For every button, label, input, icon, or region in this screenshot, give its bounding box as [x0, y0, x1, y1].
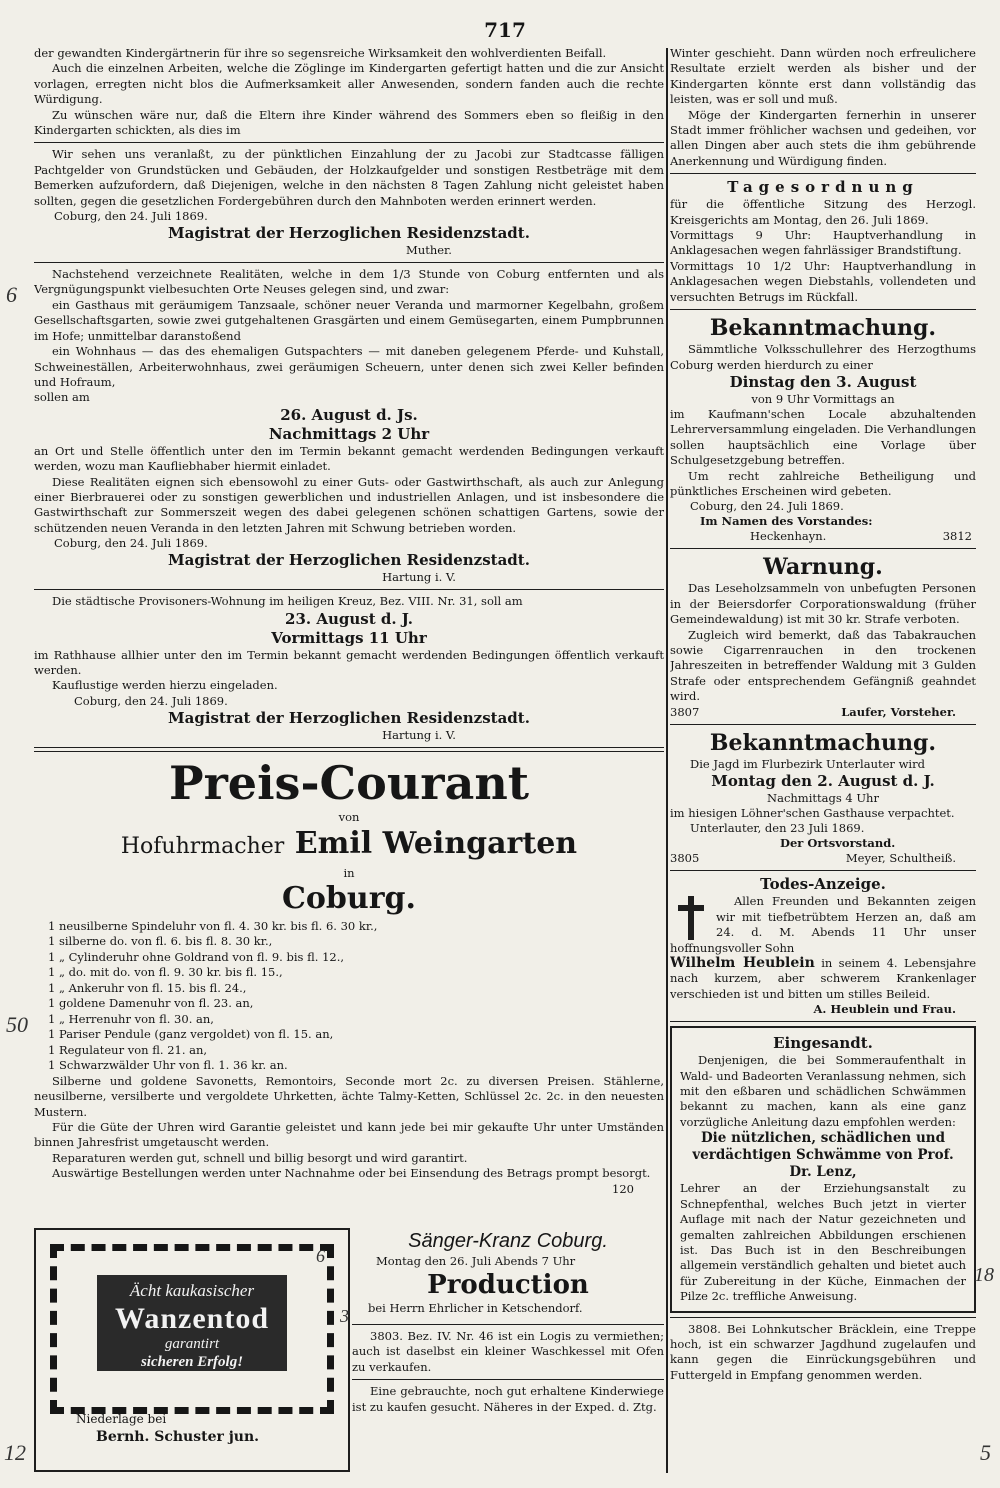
bek1-date: Dinstag den 3. August — [729, 372, 917, 391]
provisoner-signer: Hartung i. V. — [382, 727, 456, 742]
realitaeten-date-2: Nachmittags 2 Uhr — [268, 424, 430, 443]
price-item: 1 Schwarzwälder Uhr von fl. 1. 36 kr. an. — [48, 1058, 288, 1073]
warnung-text-2: Zugleich wird bemerkt, daß das Tabakrauchen sowie Cigarrenrauchen in den trockenen Jahreszeiten in betreffender Waldung mit 3 Gulden Strafe oder entsprechendem Gefängniß geahndet wird. — [670, 627, 976, 704]
tages-v2: Vormittags 10 1/2 Uhr: Hauptverhandlung in Anklagesachen wegen Diebstahls, vollendeten und versuchten Betrugs im Rückfall. — [670, 258, 976, 304]
bek2-number: 3805 — [670, 851, 700, 866]
realitaeten-text-3: Diese Realitäten eignen sich ebensowohl zu einer Guts- oder Gastwirthschaft, als auch zur Anlegung einer Bierbrauerei oder zu sonstigen gewerblichen und industriellen Anlagen, und ist insbesondere die Gastwirthschaft zur Sommerszeit wegen des dabei gelegenen schönen schattigen Gartens, sowie der schützenden neuen Veranda in den letzten Jahren mit Schwung betrieben worden. — [34, 474, 664, 535]
wanzentod-ad — [34, 1228, 350, 1472]
courant-maker-name: Emil Weingarten — [294, 825, 578, 861]
kindergarten-right-1: Winter geschieht. Dann würden noch erfreulichere Resultate erzielt werden als bisher und der Kindergarten könnte erst dann vollständig das leisten, was er soll und muß. — [670, 46, 976, 107]
bek1-date-2: Coburg, den 24. Juli 1869. — [690, 499, 844, 514]
warnung-number: 3807 — [670, 704, 700, 719]
bek1-time: von 9 Uhr Vormittags an — [751, 391, 895, 406]
wanzentod-frame — [50, 1244, 334, 1414]
margin-note: 6 — [6, 282, 17, 307]
divider — [34, 262, 664, 263]
bek1-text-2: im Kaufmann'schen Locale abzuhaltenden Lehrerversammlung eingeladen. Die Verhandlungen sollen hauptsächlich eine Vorlage über Schulgesetzgebung betreffen. — [670, 406, 976, 468]
bek2-signer-2: Meyer, Schultheiß. — [845, 851, 956, 866]
wanzentod-line-4: sicheren Erfolg! — [140, 1354, 244, 1370]
todes-text-2: in seinem 4. Lebensjahre nach kurzem, aber schwerem Krankenlager verschieden ist und bitten um stilles Beileid. — [670, 956, 976, 1001]
warnung-text-1: Das Leseholzsammeln von unbefugten Personen in der Beiersdorfer Corporationswaldung (früher Gemeindewaldung) ist mit 30 kr. Strafe verboten. — [670, 581, 976, 627]
wanzentod-line-1: Ächt kaukasischer — [129, 1281, 255, 1300]
pacht-authority: Magistrat der Herzoglichen Residenzstadt. — [168, 224, 530, 243]
kindergarten-text-2: Auch die einzelnen Arbeiten, welche die Zöglinge im Kindergarten gefertigt hatten und die zur Ansicht vorlagen, erregten nicht blos die Aufmerksamkeit aller Anwesenden, sondern fanden auch die rechte Würdigung. — [34, 61, 664, 107]
divider — [352, 1324, 664, 1325]
saenger-production: Production — [427, 1270, 589, 1300]
kinderwiege-ad: Eine gebrauchte, noch gut erhaltene Kinderwiege ist zu kaufen gesucht. Näheres in der Exped. d. Ztg. — [352, 1384, 664, 1414]
realitaeten-date: Coburg, den 24. Juli 1869. — [54, 536, 208, 551]
courant-title: Preis-Courant — [168, 755, 530, 810]
saenger-title: Sänger-Kranz Coburg. — [408, 1230, 608, 1252]
wanzentod-line-2: Wanzentod — [114, 1302, 270, 1335]
provisoner-date-2: Vormittags 11 Uhr — [271, 628, 427, 647]
courant-text-2: Für die Güte der Uhren wird Garantie geleistet und kann jede bei mir gekaufte Uhr unter Umständen binnen Jahresfrist umgetauscht werden. — [34, 1120, 664, 1150]
courant-number: 120 — [612, 1181, 634, 1196]
divider — [670, 1317, 976, 1318]
divider — [670, 1021, 976, 1022]
margin-note: 6 — [316, 1246, 325, 1266]
margin-note: 12 — [4, 1440, 26, 1465]
courant-maker-prefix: Hofuhrmacher — [120, 833, 285, 859]
pacht-date: Coburg, den 24. Juli 1869. — [54, 209, 208, 224]
provisoner-text: Die städtische Provisoners-Wohnung im heiligen Kreuz, Bez. VIII. Nr. 31, soll am — [52, 594, 523, 609]
provisoner-date-1: 23. August d. J. — [285, 609, 413, 628]
pacht-text: Wir sehen uns veranlaßt, zu der pünktlichen Einzahlung der zu Jacobi zur Stadtcasse fälligen Pachtgelder von Grundstücken und Gebäuden, der Holzkaufgelder und sonstigen Restbeträge mit dem Bemerken aufzufordern, daß Diejenigen, welche in den nächsten 8 Tagen Zahlung nicht geleistet haben sollten, gegen die gesetzlichen Fordergebühren durch den Mahnboten werden erinnert werden. — [34, 147, 664, 208]
bek1-title: Bekanntmachung. — [709, 315, 937, 342]
eingesandt-text-2: Lehrer an der Erziehungsanstalt zu Schnepfenthal, welches Buch jetzt in vierter Auflage mit nach der Natur gezeichneten und gemalten zahlreichen Abbildungen erschienen ist. Das Buch ist in den Beschreibungen allgemein verständlich gehalten und bietet auch für Zubereitung in der Küche, Einmachen der Pilze 2c. treffliche Anweisung. — [680, 1181, 966, 1304]
divider — [352, 1379, 664, 1380]
jagdhund-ad: 3808. Bei Lohnkutscher Bräcklein, eine Treppe hoch, ist ein schwarzer Jagdhund zugelaufen und kann gegen die Einrückungsgebühren und Futtergeld in Empfang genommen werden. — [670, 1321, 976, 1382]
realitaeten-text-2: an Ort und Stelle öffentlich unter den im Termin bekannt gemacht werdenden Bedingungen verkauft werden, wozu man Kaufliebhaber hiermit einladet. — [34, 443, 664, 474]
tages-v1: Vormittags 9 Uhr: Hauptverhandlung in Anklagesachen wegen fahrlässiger Brandstiftung. — [670, 228, 976, 258]
courant-text-4 — [34, 1166, 664, 1196]
realitaeten-intro: Nachstehend verzeichnete Realitäten, welche in dem 1/3 Stunde von Coburg entfernten und als Vergnügungspunkt vielbesuchten Orte Neuses gelegen sind, und zwar: — [34, 267, 664, 297]
realitaeten-signer: Hartung i. V. — [382, 570, 456, 585]
todes-name: Wilhelm Heublein — [670, 955, 815, 972]
price-item: 1 goldene Damenuhr von fl. 23. an, — [48, 996, 254, 1011]
wanzentod-plate — [97, 1275, 287, 1371]
bek1-namen: Im Namen des Vorstandes: — [700, 514, 873, 529]
warnung-footer — [670, 705, 976, 720]
margin-note: 50 — [6, 1012, 28, 1037]
margin-note: 18 — [974, 1264, 994, 1286]
wanzentod-foot-1: Niederlage bei — [76, 1412, 167, 1426]
bek2-footer — [670, 851, 976, 866]
kindergarten-text-3: Zu wünschen wäre nur, daß die Eltern ihre Kinder während des Sommers eben so fleißig in den Kindergarten schickten, als dies im — [34, 107, 664, 138]
divider — [670, 724, 976, 725]
column-divider — [666, 48, 668, 1473]
saenger-kranz-ad — [352, 1228, 664, 1415]
divider — [34, 589, 664, 590]
price-item: 1 Pariser Pendule (ganz vergoldet) von fl. 15. an, — [48, 1027, 334, 1042]
pacht-signer: Muther. — [406, 243, 452, 258]
saenger-where: bei Herrn Ehrlicher in Ketschendorf. — [368, 1301, 583, 1315]
divider — [670, 548, 976, 549]
divider — [670, 870, 976, 871]
courant-text-1: Silberne und goldene Savonetts, Remontoirs, Seconde mort 2c. zu diversen Preisen. Stählerne, neusilberne, versilberte und vergoldete Uhrketten, ächte Talmy-Ketten, Schlüssel 2c. 2c. in den neuesten Mustern. — [34, 1073, 664, 1119]
bek1-text-3: Um recht zahlreiche Betheiligung und pünktliches Erscheinen wird gebeten. — [670, 468, 976, 498]
todes-text-1: Allen Freunden und Bekannten zeigen wir mit tiefbetrübtem Herzen an, daß am 24. d. M. Abends 11 Uhr unser hoffnungsvoller Sohn — [670, 894, 976, 955]
divider — [34, 142, 664, 143]
bek2-signer: Der Ortsvorstand. — [780, 836, 896, 851]
divider — [34, 747, 664, 752]
wanzentod-foot-2: Bernh. Schuster jun. — [96, 1429, 260, 1445]
eingesandt-book: Die nützlichen, schädlichen und verdächtigen Schwämme von Prof. Dr. Lenz, — [692, 1130, 954, 1181]
divider — [670, 309, 976, 310]
warnung-title: Warnung. — [763, 554, 883, 581]
bek1-signer-name: Heckenhayn. — [750, 529, 827, 544]
todes-title: Todes-Anzeige. — [760, 875, 886, 894]
wanzentod-line-3: garantirt — [164, 1336, 220, 1352]
bek2-text-2: im hiesigen Löhner'schen Gasthause verpachtet. — [670, 806, 955, 820]
warnung-signer: Laufer, Vorsteher. — [841, 704, 956, 719]
realitaeten-date-1: 26. August d. Js. — [280, 405, 418, 424]
newspaper-page — [34, 18, 976, 1473]
todes-name-line — [670, 956, 976, 1002]
provisoner-authority: Magistrat der Herzoglichen Residenzstadt. — [168, 708, 530, 727]
tages-title: Tagesordnung — [727, 178, 919, 197]
realitaeten-item-2: ein Wohnhaus — das des ehemaligen Gutspachters — mit daneben gelegenem Pferde- und Kuhstall, Schweineställen, Arbeiterwohnhaus, zwei geräumigen Scheuern, unter denen sich zwei Keller befinden und Hofraum, — [34, 344, 664, 389]
provisoner-date: Coburg, den 24. Juli 1869. — [74, 693, 228, 708]
eingesandt-text: Denjenigen, die bei Sommeraufenthalt in Wald- und Badeorten Veranlassung nehmen, sich mit den eßbaren und schädlichen Schwämmen bekannt zu machen, kann als eine ganz vorzügliche Anleitung dazu empfohlen werden: — [680, 1053, 966, 1129]
price-item: 1 „ Cylinderuhr ohne Goldrand von fl. 9. bis fl. 12., — [48, 949, 345, 964]
tages-text: für die öffentliche Sitzung des Herzogl. Kreisgerichts am Montag, den 26. Juli 1869. — [670, 197, 976, 227]
price-item: 1 „ do. mit do. von fl. 9. 30 kr. bis fl. 15., — [48, 965, 283, 980]
courant-von: von — [338, 809, 360, 824]
todes-signer: A. Heublein und Frau. — [813, 1002, 956, 1017]
price-item: 1 „ Ankeruhr von fl. 15. bis fl. 24., — [48, 980, 247, 995]
courant-city: Coburg. — [282, 880, 416, 916]
kindergarten-text-1: der gewandten Kindergärtnerin für ihre so segensreiche Wirksamkeit den wohlverdienten Beifall. — [34, 46, 607, 60]
price-item: 1 „ Herrenuhr von fl. 30. an, — [48, 1011, 214, 1026]
cross-icon — [674, 896, 708, 940]
bek1-signer — [670, 529, 976, 544]
courant-in: in — [343, 865, 355, 880]
courant-maker — [34, 825, 664, 866]
bek2-text-1: Die Jagd im Flurbezirk Unterlauter wird — [690, 756, 925, 771]
wanzentod-footer — [76, 1410, 259, 1446]
courant-text-3: Reparaturen werden gut, schnell und billig besorgt und wird garantirt. — [52, 1150, 468, 1165]
bek2-time: Nachmittags 4 Uhr — [767, 791, 879, 805]
courant-text-4-body: Auswärtige Bestellungen werden unter Nachnahme oder bei Einsendung des Betrags prompt besorgt. — [52, 1166, 651, 1181]
bek1-text-1: Sämmtliche Volksschullehrer des Herzogthums Coburg werden hierdurch zu einer — [670, 342, 976, 372]
page-number: 717 — [484, 18, 526, 42]
realitaeten-soll: sollen am — [34, 390, 90, 405]
eingesandt-box — [670, 1026, 976, 1312]
left-column — [34, 46, 664, 1226]
realitaeten-authority: Magistrat der Herzoglichen Residenzstadt. — [168, 551, 530, 570]
bek1-number: 3812 — [942, 529, 972, 544]
realitaeten-item-1: ein Gasthaus mit geräumigem Tanzsaale, schöner neuer Veranda und marmorner Kegelbahn, großem Gesellschaftsgarten, sowie zwei gutgehaltenen Grasgärten und einem Gemüsegarten, einem Pumpbrunnen im Hofe; unmittelbar daranstoßend — [34, 297, 664, 343]
margin-note: 5 — [980, 1440, 991, 1465]
eingesandt-title: Eingesandt. — [773, 1034, 873, 1053]
price-item: 1 Regulateur von fl. 21. an, — [48, 1042, 208, 1057]
bek2-date-2: Unterlauter, den 23 Juli 1869. — [690, 821, 865, 836]
price-item: 1 silberne do. von fl. 6. bis fl. 8. 30 kr., — [48, 934, 273, 949]
bek2-title: Bekanntmachung. — [709, 729, 937, 756]
price-item: 1 neusilberne Spindeluhr von fl. 4. 30 kr. bis fl. 6. 30 kr., — [48, 918, 378, 933]
kindergarten-right-2: Möge der Kindergarten fernerhin in unserer Stadt immer fröhlicher wachsen und gedeihen, vor allen Dingen aber auch stets die ihm gebührende Anerkennung und Würdigung finden. — [670, 107, 976, 168]
bek2-date: Montag den 2. August d. J. — [711, 772, 935, 790]
divider — [670, 173, 976, 174]
provisoner-text-2: im Rathhause allhier unter den im Termin bekannt gemacht werdenden Bedingungen öffentlich verkauft werden. — [34, 647, 664, 677]
margin-note: 3 — [340, 1306, 349, 1326]
right-column — [670, 46, 976, 1471]
provisoner-text-3: Kauflustige werden hierzu eingeladen. — [52, 678, 278, 693]
saenger-line: Montag den 26. Juli Abends 7 Uhr — [376, 1254, 576, 1268]
logis-ad: 3803. Bez. IV. Nr. 46 ist ein Logis zu vermiethen; auch ist daselbst ein kleiner Waschkessel mit Ofen zu verkaufen. — [352, 1329, 664, 1374]
